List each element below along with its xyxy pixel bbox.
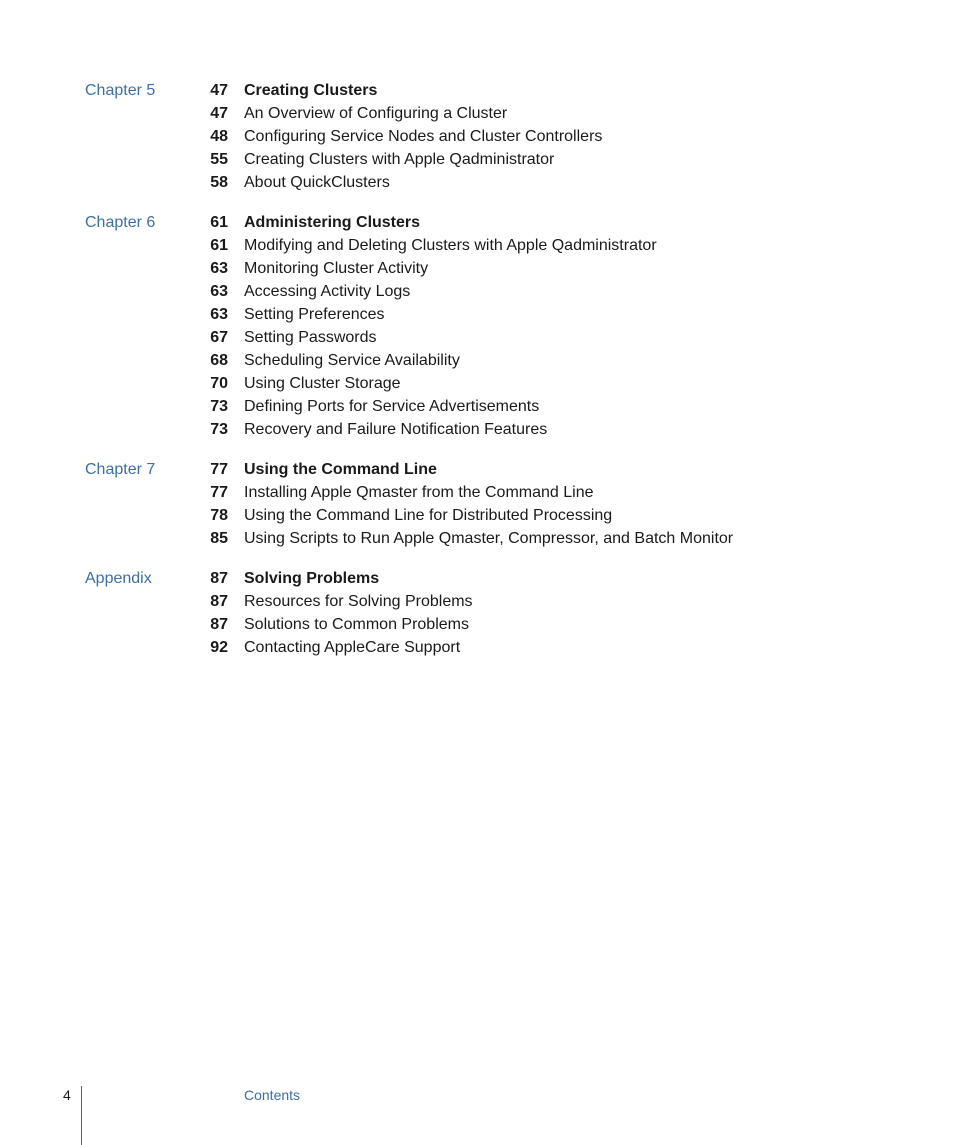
toc-entry[interactable] [0, 481, 954, 504]
toc-page-number: 63 [210, 260, 228, 277]
toc-chapter-heading[interactable] [0, 79, 954, 102]
toc-entry[interactable] [0, 613, 954, 636]
toc-section [0, 458, 954, 550]
toc-entry-title: Solutions to Common Problems [244, 616, 469, 633]
toc-entry[interactable] [0, 395, 954, 418]
toc-entry-title: Contacting AppleCare Support [244, 639, 461, 656]
toc-page-number: 67 [210, 329, 228, 346]
toc-page-number: 87 [210, 570, 228, 587]
table-of-contents [0, 79, 954, 676]
toc-entry-title: About QuickClusters [244, 174, 390, 191]
toc-page-number: 77 [210, 484, 228, 501]
toc-entry-title: An Overview of Configuring a Cluster [244, 105, 508, 122]
toc-page-number: 48 [210, 128, 228, 145]
toc-entry-title: Defining Ports for Service Advertisements [244, 398, 540, 415]
toc-entry[interactable] [0, 280, 954, 303]
toc-entry-title: Setting Passwords [244, 329, 377, 346]
toc-entry-title: Configuring Service Nodes and Cluster Controllers [244, 128, 603, 145]
toc-entry-title: Scheduling Service Availability [244, 352, 460, 369]
toc-entry-title: Creating Clusters with Apple Qadministrator [244, 151, 555, 168]
toc-section [0, 79, 954, 194]
toc-entry[interactable] [0, 102, 954, 125]
toc-chapter-heading[interactable] [0, 458, 954, 481]
toc-entry-title: Resources for Solving Problems [244, 593, 473, 610]
toc-entry-title: Administering Clusters [244, 214, 421, 231]
footer-divider [81, 1086, 82, 1145]
toc-page-number: 63 [210, 283, 228, 300]
toc-entry-title: Using the Command Line [244, 461, 437, 478]
toc-page-number: 47 [210, 82, 228, 99]
toc-section [0, 567, 954, 659]
toc-page-number: 55 [210, 151, 228, 168]
toc-entry[interactable] [0, 257, 954, 280]
toc-entry-title: Using Scripts to Run Apple Qmaster, Compressor, and Batch Monitor [244, 530, 734, 547]
toc-entry-title: Recovery and Failure Notification Features [244, 421, 548, 438]
toc-entry[interactable] [0, 636, 954, 659]
toc-page-number: 58 [210, 174, 228, 191]
toc-entry[interactable] [0, 326, 954, 349]
toc-entry[interactable] [0, 125, 954, 148]
toc-page-number: 63 [210, 306, 228, 323]
toc-entry-title: Solving Problems [244, 570, 380, 587]
toc-entry-title: Modifying and Deleting Clusters with Apple Qadministrator [244, 237, 657, 254]
toc-entry[interactable] [0, 171, 954, 194]
footer-page-number: 4 [63, 1087, 71, 1103]
toc-page-number: 61 [210, 214, 228, 231]
toc-entry[interactable] [0, 148, 954, 171]
toc-entry[interactable] [0, 303, 954, 326]
toc-entry-title: Creating Clusters [244, 82, 378, 99]
toc-entry[interactable] [0, 590, 954, 613]
toc-page-number: 92 [210, 639, 228, 656]
footer-label: Contents [244, 1087, 301, 1103]
toc-entry-title: Installing Apple Qmaster from the Command Line [244, 484, 594, 501]
chapter-label[interactable]: Chapter 6 [85, 214, 156, 231]
toc-page-number: 77 [210, 461, 228, 478]
toc-entry[interactable] [0, 504, 954, 527]
toc-entry[interactable] [0, 234, 954, 257]
toc-page-number: 47 [210, 105, 228, 122]
toc-entry-title: Using the Command Line for Distributed Processing [244, 507, 613, 524]
toc-page-number: 87 [210, 593, 228, 610]
toc-entry[interactable] [0, 527, 954, 550]
toc-page-number: 87 [210, 616, 228, 633]
toc-chapter-heading[interactable] [0, 567, 954, 590]
toc-entry-title: Setting Preferences [244, 306, 385, 323]
toc-page-number: 70 [210, 375, 228, 392]
toc-page-number: 78 [210, 507, 228, 524]
chapter-label[interactable]: Appendix [85, 570, 152, 587]
toc-page-number: 61 [210, 237, 228, 254]
toc-page-number: 73 [210, 398, 228, 415]
toc-entry-title: Using Cluster Storage [244, 375, 401, 392]
toc-entry[interactable] [0, 349, 954, 372]
toc-entry[interactable] [0, 372, 954, 395]
chapter-label[interactable]: Chapter 5 [85, 82, 156, 99]
toc-entry-title: Accessing Activity Logs [244, 283, 411, 300]
toc-entry[interactable] [0, 418, 954, 441]
toc-page-number: 68 [210, 352, 228, 369]
toc-chapter-heading[interactable] [0, 211, 954, 234]
chapter-label[interactable]: Chapter 7 [85, 461, 156, 478]
toc-entry-title: Monitoring Cluster Activity [244, 260, 429, 277]
toc-page-number: 85 [210, 530, 228, 547]
toc-section [0, 211, 954, 441]
toc-page-number: 73 [210, 421, 228, 438]
